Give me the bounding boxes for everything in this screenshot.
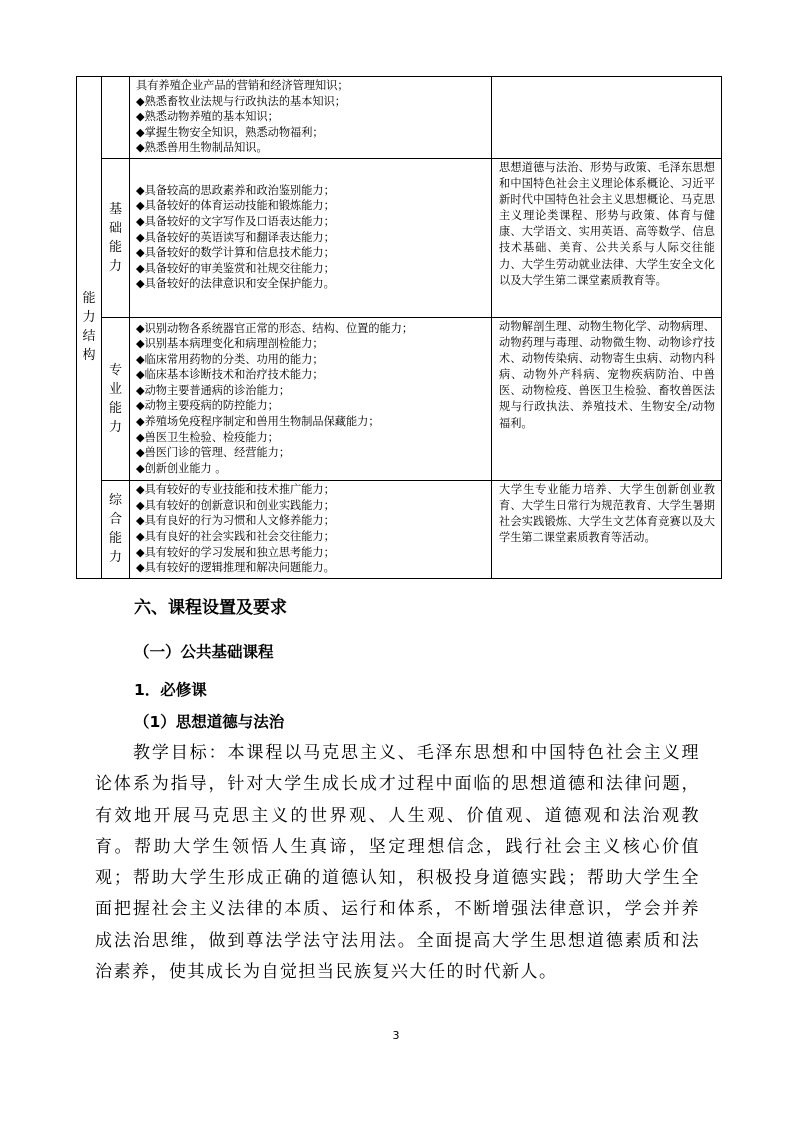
table-row <box>77 77 722 159</box>
table-row <box>77 480 722 578</box>
list-item: ◆熟悉动物养殖的基本知识； <box>136 110 279 124</box>
list-item: ◆具备较好的文字写作及口语表达能力； <box>136 215 335 229</box>
list-item: ◆兽医门诊的管理、经营能力； <box>136 446 291 460</box>
row-label-cell <box>102 317 130 480</box>
group-label: 能力结构 <box>82 291 96 364</box>
list-item: ◆具有良好的行为习惯和人文修养能力； <box>136 514 335 528</box>
list-item: ◆兽医卫生检验、检疫能力； <box>136 430 279 444</box>
list-item: ◆具有较好的逻辑推理和解决问题能力。 <box>136 561 335 575</box>
sub-subsection-title: 1．必修课 <box>134 681 207 699</box>
list-item: ◆具有良好的社会实践和社会交往能力； <box>136 529 335 543</box>
row-label-cell <box>102 158 130 317</box>
ability-items-cell <box>130 158 492 317</box>
group-label-cell <box>77 77 102 579</box>
courses-cell <box>492 317 722 480</box>
list-item: ◆具备较高的思政素养和政治鉴别能力； <box>136 183 335 197</box>
list-item: ◆临床常用药物的分类、功用的能力； <box>136 352 324 366</box>
list-item: 具有养殖企业产品的营销和经济管理知识； <box>136 79 349 92</box>
list-item: ◆养殖场免疫程序制定和兽用生物制品保藏能力； <box>136 415 380 429</box>
row-label-professional: 专业能力 <box>108 362 122 435</box>
courses-text: 动物解剖生理、动物生物化学、动物病理、动物药理与毒理、动物微生物、动物诊疗技术、动物传染病、动物寄生虫病、动物内科病、动物外产科病、宠物疾病防治、中兽医、动物检疫、兽医卫生检验、畜牧兽医法规与行政执法、养殖技术、生物安全/动物福利。 <box>499 319 715 430</box>
list-item: ◆具备较好的英语读写和翻译表达能力； <box>136 230 335 244</box>
list-item: ◆识别动物各系统器官正常的形态、结构、位置的能力； <box>136 321 414 335</box>
ability-items-cell <box>130 480 492 578</box>
list-item: ◆动物主要疫病的防控能力； <box>136 399 279 413</box>
courses-text: 思想道德与法治、形势与政策、毛泽东思想和中国特色社会主义理论体系概论、习近平新时代中国特色社会主义思想概论、马克思主义理论类课程、形势与政策、体育与健康、大学语文、实用英语、高等数学、信息技术基础、美育、公共关系与人际交往能力、大学生劳动就业法律、大学生安全文化以及大学生第二课堂素质教育等。 <box>499 160 715 287</box>
section-title: 六、课程设置及要求 <box>134 598 287 618</box>
row-label-comprehensive: 综合能力 <box>108 493 122 566</box>
subsection-title: （一）公共基础课程 <box>134 643 274 661</box>
table-row <box>77 158 722 317</box>
table-row <box>77 317 722 480</box>
list-item: ◆具有较好的学习发展和独立思考能力； <box>136 545 335 559</box>
list-item: ◆熟悉畜牧业法规与行政执法的基本知识； <box>136 94 346 108</box>
row-label-basic: 基础能力 <box>108 201 122 274</box>
list-item: ◆具备较好的数学计算和信息技术能力； <box>136 246 335 260</box>
knowledge-items-cell <box>130 77 492 159</box>
list-item: ◆临床基本诊断技术和治疗技术能力； <box>136 368 324 382</box>
list-item: ◆具备较好的审美鉴赏和社规交往能力； <box>136 261 335 275</box>
list-item: ◆具有较好的专业技能和技术推广能力； <box>136 483 335 497</box>
row-label-cell <box>102 480 130 578</box>
list-item: ◆具有较好的创新意识和创业实践能力； <box>136 498 335 512</box>
empty-label-cell <box>102 77 130 159</box>
page-number: 3 <box>392 1029 400 1042</box>
ability-items-cell <box>130 317 492 480</box>
list-item: ◆创新创业能力 。 <box>136 461 227 475</box>
empty-courses-cell <box>492 77 722 159</box>
courses-cell <box>492 480 722 578</box>
list-item: ◆动物主要普通病的诊治能力； <box>136 383 291 397</box>
list-item: ◆掌握生物安全知识，熟悉动物福利； <box>136 125 324 139</box>
teaching-objective-paragraph: 教学目标：本课程以马克思主义、毛泽东思想和中国特色社会主义理论体系为指导，针对大学生成长成才过程中面临的思想道德和法律问题，有效地开展马克思主义的世界观、人生观、价值观、道德观和法治观教育。帮助大学生领悟人生真谛，坚定理想信念，践行社会主义核心价值观；帮助大学生形成正确的道德认知，积极投身道德实践；帮助大学生全面把握社会主义法律的本质、运行和体系，不断增强法律意识，学会并养成法治思维，做到尊法学法守法用法。全面提高大学生思想道德素质和法治素养，使其成长为自觉担当民族复兴大任的时代新人。 <box>95 743 700 983</box>
ability-structure-table <box>76 76 722 579</box>
list-item: ◆识别基本病理变化和病理剖检能力； <box>136 337 324 351</box>
courses-text: 大学生专业能力培养、大学生创新创业教育、大学生日常行为规范教育、大学生暑期社会实践锻炼、大学生文艺体育竞赛以及大学生第二课堂素质教育等活动。 <box>499 482 715 545</box>
list-item: ◆具备较好的体育运动技能和锻炼能力； <box>136 199 335 213</box>
list-item: ◆熟悉兽用生物制品知识。 <box>136 141 268 155</box>
list-item: ◆具备较好的法律意识和安全保护能力。 <box>136 277 335 291</box>
course-title: （1）思想道德与法治 <box>134 713 285 731</box>
courses-cell <box>492 158 722 317</box>
